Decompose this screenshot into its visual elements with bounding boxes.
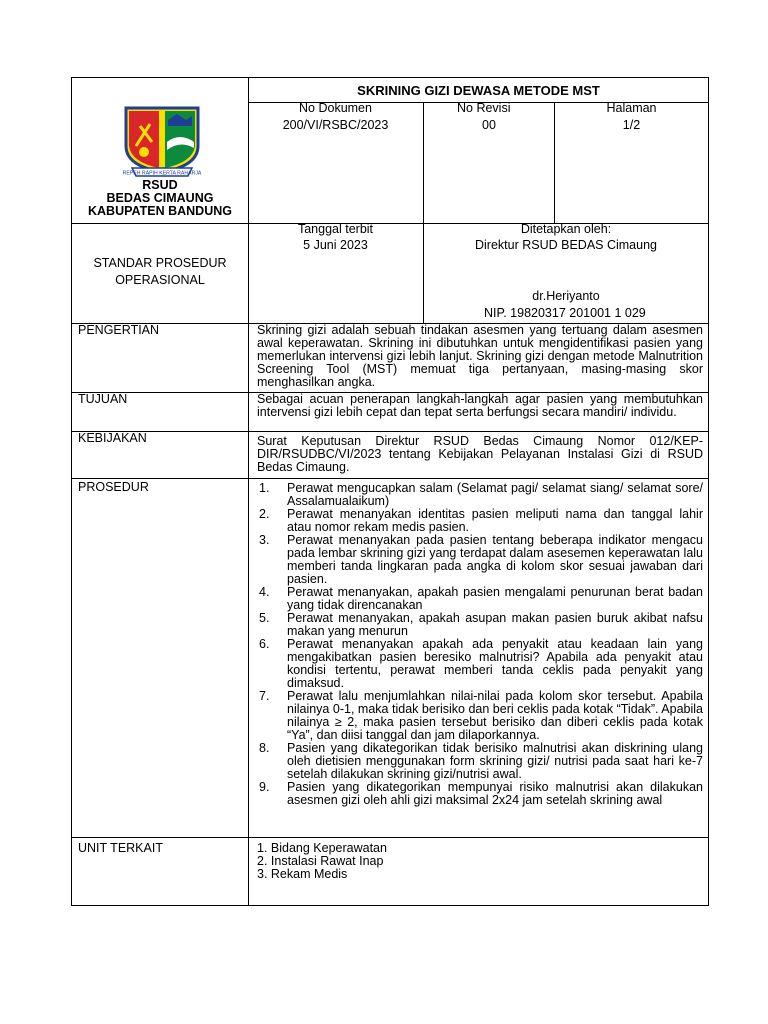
prosedur-item — [257, 690, 703, 742]
prosedur-item-number: 9. — [259, 780, 270, 794]
prosedur-item-number: 1. — [259, 481, 270, 495]
header-col-divider — [423, 102, 424, 223]
institution-name — [72, 179, 248, 218]
row-divider — [72, 431, 709, 432]
prosedur-item-text: Perawat lalu menjumlahkan nilai-nilai pada kolom skor tersebut. Apabila nilainya 0-1, maka tidak berisiko dan beri ceklis pada kotak “Tidak”. Apabila nilainya ≥ 2, maka pasien tersebut berisiko dan diberi ceklis pada kotak “Ya”, dan diisi tanggal dan jam dilaporkannya. — [287, 689, 703, 742]
sop-document — [71, 77, 709, 906]
prosedur-item-text: Pasien yang dikategorikan tidak berisiko malnutrisi akan diskrining ulang oleh dietisien menggunakan form skrining gizi/ nutrisi pada saat hari ke-7 setelah dilakukan skrining gizi/nutrisi awal. — [287, 741, 703, 781]
prosedur-item-number: 8. — [259, 741, 270, 755]
prosedur-item-text: Perawat menanyakan, apakah pasien mengalami penurunan berat badan yang tidak direncanakan — [287, 585, 703, 612]
prosedur-list — [257, 482, 703, 807]
signer-nip: NIP. 19820317 201001 1 029 — [484, 306, 646, 320]
ditetapkan-value: Direktur RSUD BEDAS Cimaung — [475, 238, 657, 252]
prosedur-item-number: 2. — [259, 507, 270, 521]
unit-terkait-label: UNIT TERKAIT — [78, 841, 163, 855]
prosedur-item-number: 5. — [259, 611, 270, 625]
prosedur-item — [257, 586, 703, 612]
no-dokumen-label: No Dokumen — [299, 101, 372, 115]
prosedur-item-number: 3. — [259, 533, 270, 547]
prosedur-item-text: Perawat menanyakan pada pasien tentang beberapa indikator mengacu pada lembar skrining gizi yang terdapat dalam asesemen keperawatan lalu memberi tanda lingkaran pada angka di kolom skor sesuai jawaban dari pasien. — [287, 533, 703, 586]
prosedur-item — [257, 482, 703, 508]
rsud-logo-emblem — [122, 102, 202, 180]
sop-label-line: OPERASIONAL — [115, 273, 205, 287]
prosedur-item-text: Perawat mengucapkan salam (Selamat pagi/ selamat siang/ selamat sore/ Assalamualaikum) — [287, 481, 703, 508]
unit-terkait-list — [257, 842, 703, 881]
sop-label — [72, 255, 248, 289]
pengertian-text: Skrining gizi adalah sebuah tindakan asesmen yang tertuang dalam asesmen awal keperawatan. Skrining ini dibutuhkan untuk mengidentifikasi pasien yang memerlukan intervensi gizi lebih lanjut. Skrining gizi dengan metode Malnutrition Screening Tool (MST) memuat tiga pertanyaan, masing-masing skor menghasilkan angka. — [257, 323, 703, 389]
document-title: SKRINING GIZI DEWASA METODE MST — [357, 83, 600, 98]
prosedur-item — [257, 534, 703, 586]
row-divider — [72, 478, 709, 479]
tujuan-label: TUJUAN — [78, 392, 128, 406]
logo-ribbon-text: REPEH RAPIH KERTA RAHARJA — [122, 170, 202, 177]
tujuan-text: Sebagai acuan penerapan langkah-langkah agar pasien yang membutuhkan intervensi gizi lebih cepat dan tepat serta berfungsi secara mandiri/ individu. — [257, 392, 703, 419]
signer-name: dr.Heriyanto — [532, 289, 600, 303]
unit-terkait-item: 3. Rekam Medis — [257, 867, 348, 881]
sop-col-divider — [423, 223, 424, 323]
institution-line: RSUD — [142, 178, 178, 192]
prosedur-item — [257, 638, 703, 690]
tanggal-terbit-label: Tanggal terbit — [297, 222, 374, 236]
prosedur-item-text: Perawat menanyakan, apakah asupan makan pasien buruk akibat nafsu makan yang menurun — [287, 611, 703, 638]
institution-line: BEDAS CIMAUNG — [106, 191, 214, 205]
prosedur-item — [257, 742, 703, 781]
prosedur-item-number: 7. — [259, 689, 270, 703]
prosedur-item-number: 4. — [259, 585, 270, 599]
pengertian-label: PENGERTIAN — [78, 323, 160, 337]
no-revisi-label: No Revisi — [457, 101, 511, 115]
ditetapkan-label: Ditetapkan oleh: — [520, 222, 612, 236]
no-revisi-value: 00 — [482, 118, 496, 132]
sop-label-line: STANDAR PROSEDUR — [93, 256, 227, 270]
prosedur-item-text: Perawat menanyakan apakah ada penyakit atau keadaan lain yang mengakibatkan pasien beresiko malnutrisi? Apabila ada penyakit atau kondisi tertentu, perawat memberi tanda ceklis pada penyakit yang dimaksud. — [287, 637, 703, 690]
halaman-value: 1/2 — [622, 118, 641, 132]
prosedur-item — [257, 612, 703, 638]
prosedur-item-text: Perawat menanyakan identitas pasien meliputi nama dan tanggal lahir atau nomor rekam medis pasien. — [287, 507, 703, 534]
halaman-label: Halaman — [606, 101, 657, 115]
no-dokumen-value: 200/VI/RSBC/2023 — [282, 118, 389, 132]
prosedur-label: PROSEDUR — [78, 480, 149, 494]
kebijakan-label: KEBIJAKAN — [78, 431, 147, 445]
unit-terkait-item: 2. Instalasi Rawat Inap — [257, 854, 384, 868]
tanggal-terbit-value: 5 Juni 2023 — [303, 238, 368, 252]
prosedur-item — [257, 781, 703, 807]
prosedur-item-number: 6. — [259, 637, 270, 651]
row-divider — [72, 837, 709, 838]
institution-line: KABUPATEN BANDUNG — [88, 204, 232, 218]
kebijakan-text: Surat Keputusan Direktur RSUD Bedas Cimaung Nomor 012/KEP-DIR/RSUDBC/VI/2023 tentang Kebijakan Pelayanan Instalasi Gizi di RSUD Bedas Cimaung. — [257, 434, 703, 474]
prosedur-item — [257, 508, 703, 534]
prosedur-item-text: Pasien yang dikategorikan mempunyai risiko malnutrisi akan dilakukan asesmen gizi oleh ahli gizi maksimal 2x24 jam setelah skrining awal — [287, 780, 703, 807]
column-divider — [248, 78, 249, 906]
unit-terkait-item: 1. Bidang Keperawatan — [257, 841, 387, 855]
